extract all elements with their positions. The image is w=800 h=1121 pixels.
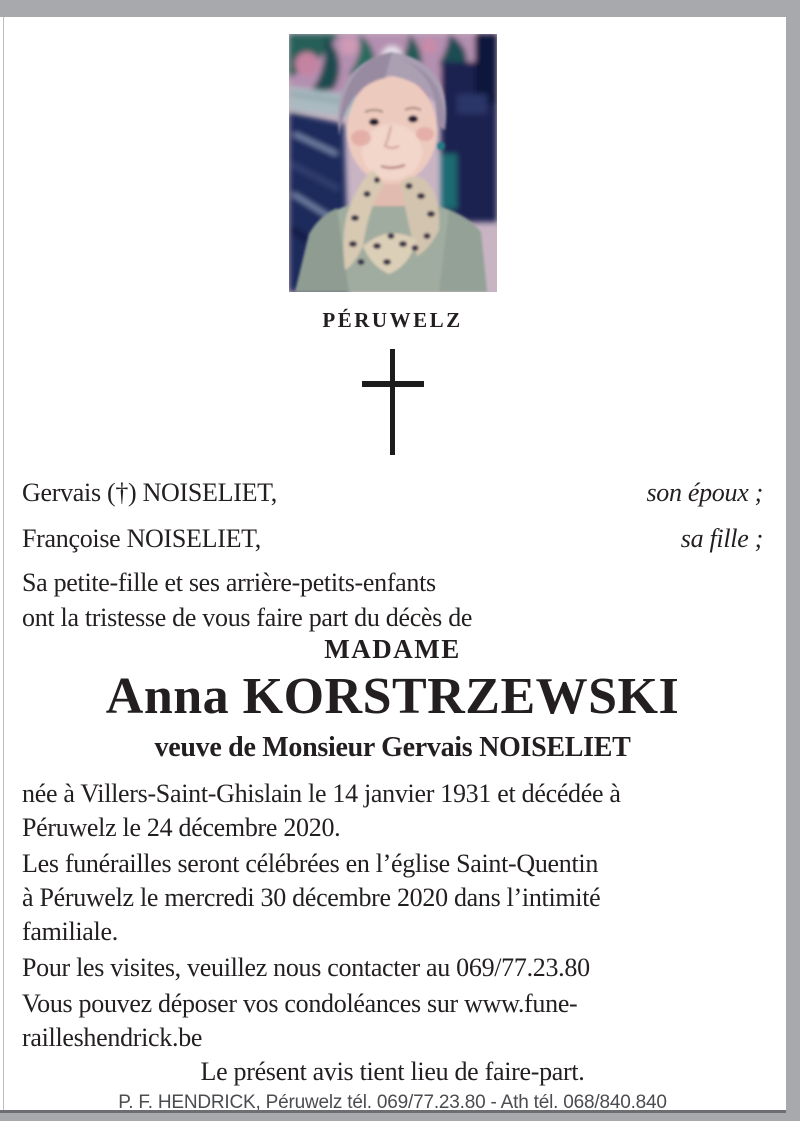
visits-paragraph <box>22 951 763 985</box>
location-title: PÉRUWELZ <box>322 308 463 332</box>
paragraph-line: née à Villers-Saint-Ghislain le 14 janvier 1931 et décédée à <box>22 779 621 808</box>
condolences-paragraph <box>22 987 763 1055</box>
portrait-photo-image <box>289 34 497 292</box>
relatives-list <box>22 476 763 556</box>
deceased-name: Anna KORSTRZEWSKI <box>105 668 680 725</box>
paragraph-line: Pour les visites, veuillez nous contacter au 069/77.23.80 <box>22 953 590 982</box>
paragraph-line: familiale. <box>22 917 118 946</box>
relative-relation: sa fille ; <box>680 524 763 553</box>
cross-horizontal-bar <box>362 381 424 387</box>
paragraph-line: Vous pouvez déposer vos condoléances sur www.fune- <box>22 989 578 1018</box>
relative-name: Françoise NOISELIET, <box>22 524 262 553</box>
death-notice-page <box>0 17 786 1113</box>
relative-row <box>22 522 763 556</box>
paragraph-line: railleshendrick.be <box>22 1023 203 1052</box>
relative-name: Gervais (†) NOISELIET, <box>22 478 277 507</box>
paragraph-line: Les funérailles seront célébrées en l’église Saint-Quentin <box>22 849 599 878</box>
intro-line: ont la tristesse de vous faire part du décès de <box>22 603 473 632</box>
paragraph-line: à Péruwelz le mercredi 30 décembre 2020 dans l’intimité <box>22 883 601 912</box>
latin-cross-icon <box>362 349 424 455</box>
funeral-home-contact: P. F. HENDRICK, Péruwelz tél. 069/77.23.80 - Ath tél. 068/840.840 <box>118 1092 667 1113</box>
birth-death-paragraph <box>22 777 763 845</box>
relative-relation: son époux ; <box>646 478 763 507</box>
paragraph-line: Péruwelz le 24 décembre 2020. <box>22 813 341 842</box>
portrait-photo <box>289 34 497 292</box>
funeral-paragraph <box>22 847 763 949</box>
relative-row <box>22 476 763 510</box>
announcement-intro <box>22 565 763 635</box>
closing-notice: Le présent avis tient lieu de faire-part. <box>200 1057 585 1086</box>
notice-content <box>0 34 786 1113</box>
cross-vertical-bar <box>390 349 395 455</box>
intro-line: Sa petite-fille et ses arrière-petits-enfants <box>22 568 436 597</box>
deceased-subtitle: veuve de Monsieur Gervais NOISELIET <box>154 732 631 763</box>
deceased-title: MADAME <box>324 634 461 664</box>
